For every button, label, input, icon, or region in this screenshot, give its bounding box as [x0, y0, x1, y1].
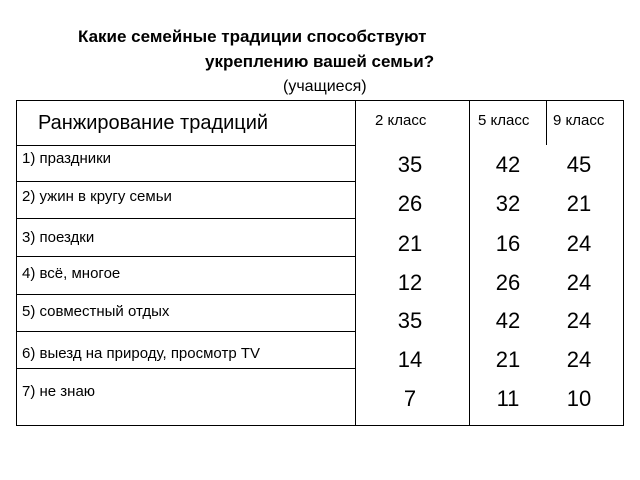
cell-value: 26 [495, 270, 521, 295]
row-label: 3) поездки [22, 229, 95, 246]
column-divider [469, 100, 470, 426]
cell-value: 32 [495, 191, 521, 216]
cell-value: 16 [495, 231, 521, 256]
cell-value: 21 [495, 347, 521, 372]
row-divider [16, 256, 355, 257]
row-label: 2) ужин в кругу семьи [22, 188, 172, 205]
cell-value: 24 [566, 308, 592, 333]
row-divider [16, 218, 355, 219]
table-border [16, 100, 624, 426]
row-divider [16, 181, 355, 182]
cell-value: 11 [496, 386, 520, 411]
cell-value: 42 [495, 308, 521, 333]
title-line-1: Какие семейные традиции способствуют [78, 27, 427, 46]
cell-value: 42 [495, 152, 521, 177]
row-label: 7) не знаю [22, 383, 96, 400]
row-label: 4) всё, многое [22, 265, 121, 282]
cell-value: 24 [566, 347, 592, 372]
row-divider [16, 145, 355, 146]
cell-value: 21 [397, 231, 423, 256]
column-header-2: 2 класс [375, 112, 427, 129]
row-label: 6) выезд на природу, просмотр TV [22, 345, 260, 362]
row-divider [16, 368, 355, 369]
cell-value: 10 [566, 386, 592, 411]
cell-value: 12 [397, 270, 423, 295]
cell-value: 35 [397, 152, 423, 177]
cell-value: 26 [397, 191, 423, 216]
cell-value: 24 [566, 270, 592, 295]
column-header-5: 5 класс [478, 112, 530, 129]
cell-value: 45 [566, 152, 592, 177]
cell-value: 21 [566, 191, 592, 216]
row-label: 1) праздники [22, 150, 112, 167]
cell-value: 35 [397, 308, 423, 333]
column-divider [546, 100, 547, 145]
cell-value: 14 [397, 347, 423, 372]
row-divider [16, 331, 355, 332]
title-line-2: укреплению вашей семьи? [205, 52, 435, 71]
cell-value: 24 [566, 231, 592, 256]
cell-value: 7 [403, 386, 417, 411]
table-header: Ранжирование традиций [38, 112, 269, 134]
column-divider [355, 100, 356, 426]
row-label: 5) совместный отдых [22, 303, 170, 320]
column-header-9: 9 класс [553, 112, 605, 129]
subtitle: (учащиеся) [283, 78, 367, 95]
row-divider [16, 294, 355, 295]
